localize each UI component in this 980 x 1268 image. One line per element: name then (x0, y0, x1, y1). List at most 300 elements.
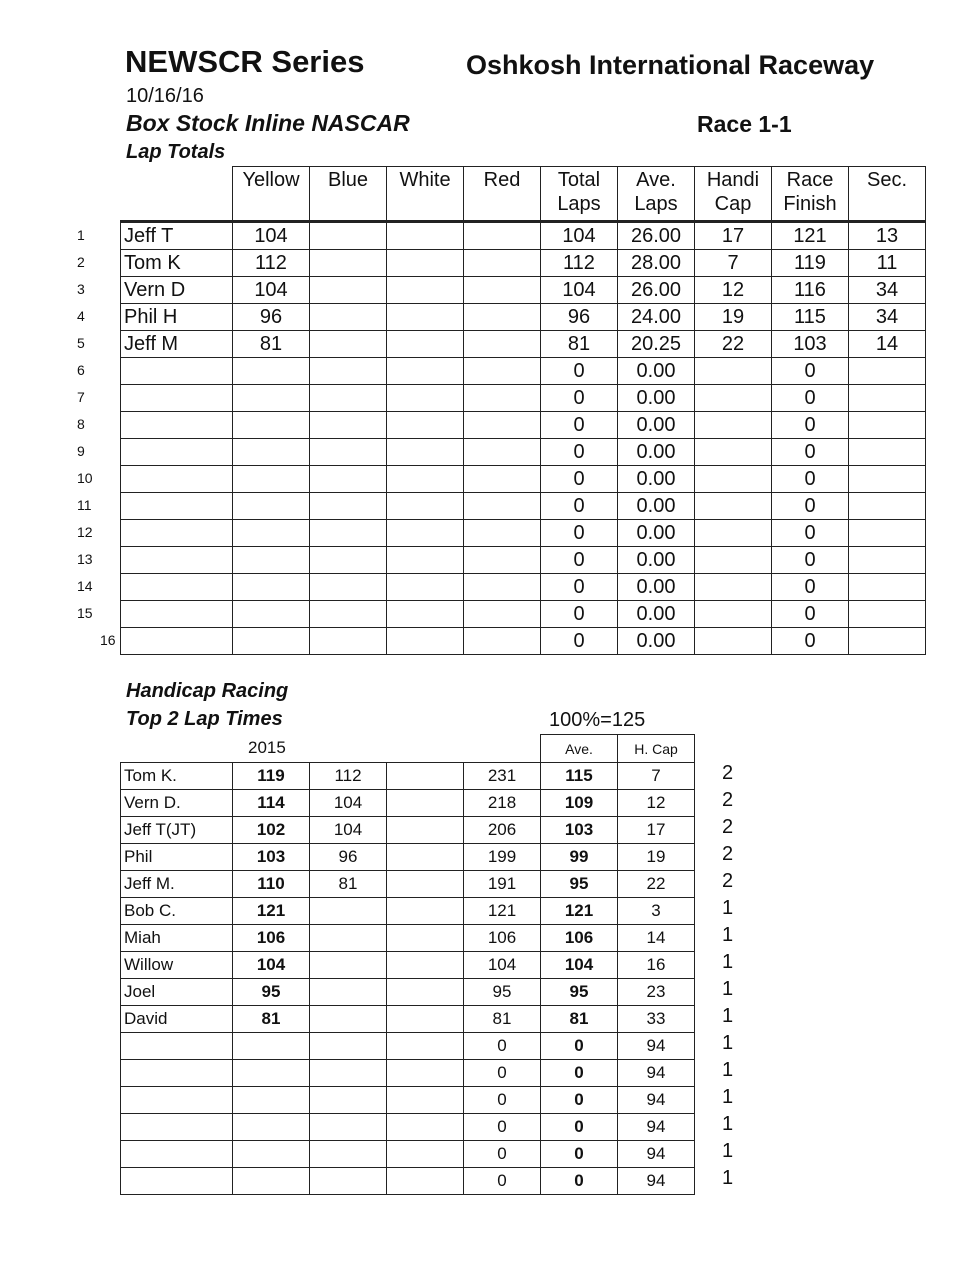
value-cell: 81 (541, 1006, 618, 1033)
value-cell (464, 277, 541, 304)
row-number: 3 (77, 281, 85, 297)
value-cell: 96 (310, 844, 387, 871)
value-cell: 0 (772, 520, 849, 547)
lap-count-value: 1 (722, 1113, 734, 1135)
table-row (121, 222, 926, 250)
column-header: White (387, 167, 464, 222)
table-row (121, 331, 926, 358)
value-cell: 7 (618, 763, 695, 790)
table-row (121, 520, 926, 547)
table-row (121, 925, 695, 952)
value-cell (387, 412, 464, 439)
value-cell: 121 (464, 898, 541, 925)
value-cell (849, 547, 926, 574)
value-cell: 218 (464, 790, 541, 817)
column-header: Red (464, 167, 541, 222)
value-cell: 231 (464, 763, 541, 790)
value-cell: 99 (541, 844, 618, 871)
racer-name-cell: Vern D. (121, 790, 233, 817)
table-row (121, 844, 695, 871)
column-header: Ave. (541, 735, 618, 763)
row-number: 10 (77, 470, 93, 486)
racer-name-cell: Phil (121, 844, 233, 871)
value-cell: 115 (541, 763, 618, 790)
value-cell (310, 1087, 387, 1114)
value-cell: 0 (772, 493, 849, 520)
value-cell (233, 439, 310, 466)
value-cell: 0 (464, 1087, 541, 1114)
header-blank-cell (121, 167, 233, 222)
value-cell (849, 412, 926, 439)
value-cell: 103 (233, 844, 310, 871)
column-header: H. Cap (618, 735, 695, 763)
value-cell: 81 (464, 1006, 541, 1033)
value-cell: 94 (618, 1141, 695, 1168)
value-cell: 81 (541, 331, 618, 358)
value-cell: 95 (541, 871, 618, 898)
value-cell: 104 (233, 952, 310, 979)
value-cell: 0 (541, 601, 618, 628)
value-cell: 102 (233, 817, 310, 844)
value-cell (233, 358, 310, 385)
table-row (121, 601, 926, 628)
value-cell: 81 (310, 871, 387, 898)
handicap-year: 2015 (248, 738, 286, 757)
column-header: Race Finish (772, 167, 849, 222)
value-cell: 11 (849, 250, 926, 277)
table-row (121, 412, 926, 439)
table-row (121, 250, 926, 277)
table-row (121, 304, 926, 331)
value-cell: 0 (541, 520, 618, 547)
value-cell (233, 547, 310, 574)
value-cell (464, 250, 541, 277)
value-cell (310, 493, 387, 520)
value-cell: 94 (618, 1114, 695, 1141)
header-blank-cell (387, 735, 464, 763)
value-cell (310, 1114, 387, 1141)
row-number: 8 (77, 416, 85, 432)
value-cell: 19 (618, 844, 695, 871)
value-cell (387, 493, 464, 520)
value-cell: 81 (233, 1006, 310, 1033)
value-cell (233, 466, 310, 493)
table-row (121, 466, 926, 493)
value-cell (310, 331, 387, 358)
value-cell (310, 358, 387, 385)
value-cell: 14 (849, 331, 926, 358)
value-cell: 20.25 (618, 331, 695, 358)
value-cell: 110 (233, 871, 310, 898)
value-cell (233, 1168, 310, 1195)
value-cell (387, 222, 464, 250)
row-number: 2 (77, 254, 85, 270)
value-cell (233, 1087, 310, 1114)
racer-name-cell: Jeff M (121, 331, 233, 358)
value-cell: 28.00 (618, 250, 695, 277)
table-row (121, 1060, 695, 1087)
value-cell: 104 (464, 952, 541, 979)
table-row (121, 1087, 695, 1114)
value-cell: 0 (541, 358, 618, 385)
value-cell: 16 (618, 952, 695, 979)
value-cell: 0 (772, 601, 849, 628)
value-cell (849, 601, 926, 628)
value-cell: 106 (464, 925, 541, 952)
value-cell (387, 1087, 464, 1114)
racer-name-cell: Tom K (121, 250, 233, 277)
value-cell: 0 (772, 385, 849, 412)
value-cell (310, 385, 387, 412)
lap-count-value: 1 (722, 1059, 734, 1081)
row-number: 5 (77, 335, 85, 351)
value-cell (310, 925, 387, 952)
value-cell: 0 (772, 412, 849, 439)
table-row (121, 385, 926, 412)
value-cell: 22 (695, 331, 772, 358)
column-header: Handi Cap (695, 167, 772, 222)
value-cell: 0.00 (618, 628, 695, 655)
value-cell (849, 628, 926, 655)
value-cell (695, 493, 772, 520)
value-cell (310, 520, 387, 547)
value-cell: 96 (233, 304, 310, 331)
value-cell: 13 (849, 222, 926, 250)
table-row (121, 763, 695, 790)
racer-name-cell: Joel (121, 979, 233, 1006)
value-cell (695, 412, 772, 439)
racer-name-cell (121, 1141, 233, 1168)
series-title: NEWSCR Series (125, 44, 365, 79)
value-cell: 119 (233, 763, 310, 790)
value-cell (849, 574, 926, 601)
value-cell (310, 1060, 387, 1087)
value-cell: 0 (541, 1114, 618, 1141)
value-cell (464, 574, 541, 601)
racer-name-cell (121, 1114, 233, 1141)
lap-count-value: 1 (722, 951, 734, 973)
value-cell: 0 (541, 628, 618, 655)
value-cell: 26.00 (618, 222, 695, 250)
value-cell: 0 (541, 493, 618, 520)
value-cell: 0.00 (618, 520, 695, 547)
racer-name-cell: Jeff T (121, 222, 233, 250)
lap-count-value: 1 (722, 1086, 734, 1108)
value-cell (310, 547, 387, 574)
value-cell (387, 250, 464, 277)
value-cell: 0 (541, 1168, 618, 1195)
lap-count-value: 1 (722, 1140, 734, 1162)
racer-name-cell: David (121, 1006, 233, 1033)
value-cell: 0.00 (618, 601, 695, 628)
value-cell: 0.00 (618, 385, 695, 412)
lap-count-value: 1 (722, 1032, 734, 1054)
value-cell (387, 439, 464, 466)
racer-name-cell (121, 628, 233, 655)
value-cell (695, 574, 772, 601)
lap-count-value: 2 (722, 816, 734, 838)
value-cell (695, 385, 772, 412)
value-cell: 95 (464, 979, 541, 1006)
row-number: 1 (77, 227, 85, 243)
value-cell (233, 1114, 310, 1141)
value-cell: 199 (464, 844, 541, 871)
value-cell (233, 574, 310, 601)
header-blank-cell (121, 735, 233, 763)
handicap-heading: Handicap Racing (126, 680, 289, 702)
value-cell: 95 (541, 979, 618, 1006)
value-cell: 26.00 (618, 277, 695, 304)
racer-name-cell (121, 1087, 233, 1114)
table-row (121, 439, 926, 466)
table-row (121, 898, 695, 925)
value-cell (849, 439, 926, 466)
lap-count-value: 1 (722, 897, 734, 919)
value-cell (310, 466, 387, 493)
lap-count-value: 1 (722, 978, 734, 1000)
value-cell (310, 1033, 387, 1060)
value-cell: 34 (849, 277, 926, 304)
value-cell: 0 (541, 1087, 618, 1114)
value-cell: 96 (541, 304, 618, 331)
value-cell: 94 (618, 1087, 695, 1114)
row-number: 9 (77, 443, 85, 459)
value-cell (310, 574, 387, 601)
racer-name-cell: Vern D (121, 277, 233, 304)
value-cell: 0.00 (618, 412, 695, 439)
value-cell: 0 (772, 466, 849, 493)
column-header: Yellow (233, 167, 310, 222)
value-cell (464, 304, 541, 331)
value-cell: 0.00 (618, 547, 695, 574)
table-row (121, 493, 926, 520)
value-cell: 104 (310, 817, 387, 844)
value-cell: 103 (772, 331, 849, 358)
racer-name-cell (121, 547, 233, 574)
lap-count-value: 1 (722, 924, 734, 946)
value-cell: 0.00 (618, 439, 695, 466)
row-number: 6 (77, 362, 85, 378)
value-cell (233, 385, 310, 412)
row-number: 4 (77, 308, 85, 324)
value-cell: 103 (541, 817, 618, 844)
row-number: 16 (100, 632, 116, 648)
row-number: 15 (77, 605, 93, 621)
table-row (121, 358, 926, 385)
value-cell (695, 466, 772, 493)
value-cell (387, 520, 464, 547)
value-cell: 34 (849, 304, 926, 331)
row-number: 14 (77, 578, 93, 594)
value-cell: 19 (695, 304, 772, 331)
value-cell (464, 628, 541, 655)
value-cell: 104 (541, 277, 618, 304)
value-cell: 0 (772, 628, 849, 655)
racer-name-cell: Willow (121, 952, 233, 979)
table-row (121, 871, 695, 898)
value-cell (387, 952, 464, 979)
value-cell (310, 952, 387, 979)
value-cell (695, 439, 772, 466)
racer-name-cell: Phil H (121, 304, 233, 331)
lap-count-value: 1 (722, 1167, 734, 1189)
table-row (121, 574, 926, 601)
racer-name-cell (121, 385, 233, 412)
value-cell (310, 979, 387, 1006)
value-cell: 0 (464, 1168, 541, 1195)
value-cell: 95 (233, 979, 310, 1006)
value-cell (387, 1060, 464, 1087)
value-cell: 115 (772, 304, 849, 331)
value-cell: 0 (541, 412, 618, 439)
racer-name-cell: Miah (121, 925, 233, 952)
value-cell: 12 (695, 277, 772, 304)
value-cell: 106 (541, 925, 618, 952)
value-cell: 24.00 (618, 304, 695, 331)
value-cell: 121 (233, 898, 310, 925)
value-cell (387, 574, 464, 601)
racer-name-cell (121, 493, 233, 520)
value-cell: 112 (233, 250, 310, 277)
value-cell (387, 1114, 464, 1141)
value-cell: 104 (541, 222, 618, 250)
value-cell (387, 277, 464, 304)
column-header: Total Laps (541, 167, 618, 222)
value-cell: 22 (618, 871, 695, 898)
value-cell: 0 (772, 358, 849, 385)
value-cell (310, 439, 387, 466)
value-cell: 206 (464, 817, 541, 844)
value-cell: 114 (233, 790, 310, 817)
value-cell (310, 1141, 387, 1168)
value-cell: 0 (772, 547, 849, 574)
value-cell: 0 (464, 1114, 541, 1141)
value-cell (233, 1141, 310, 1168)
table-row (121, 952, 695, 979)
racer-name-cell: Jeff M. (121, 871, 233, 898)
value-cell (849, 466, 926, 493)
value-cell: 23 (618, 979, 695, 1006)
value-cell: 0.00 (618, 574, 695, 601)
row-number: 7 (77, 389, 85, 405)
race-class: Box Stock Inline NASCAR (126, 110, 410, 136)
value-cell (387, 547, 464, 574)
value-cell: 104 (310, 790, 387, 817)
table-row (121, 790, 695, 817)
lap-totals-heading: Lap Totals (126, 141, 226, 163)
row-number: 13 (77, 551, 93, 567)
table-row (121, 1168, 695, 1195)
value-cell: 0 (541, 439, 618, 466)
lap-count-value: 2 (722, 843, 734, 865)
value-cell (387, 844, 464, 871)
racer-name-cell (121, 601, 233, 628)
value-cell (387, 304, 464, 331)
value-cell (849, 358, 926, 385)
value-cell (464, 412, 541, 439)
lap-count-value: 2 (722, 870, 734, 892)
racer-name-cell: Jeff T(JT) (121, 817, 233, 844)
handicap-table (120, 734, 695, 1195)
value-cell (310, 277, 387, 304)
row-number: 12 (77, 524, 93, 540)
value-cell (310, 898, 387, 925)
value-cell (387, 817, 464, 844)
value-cell: 0 (772, 574, 849, 601)
value-cell: 104 (233, 277, 310, 304)
value-cell (464, 493, 541, 520)
value-cell: 112 (310, 763, 387, 790)
value-cell: 0 (541, 1060, 618, 1087)
value-cell (387, 1033, 464, 1060)
column-header: Sec. (849, 167, 926, 222)
event-date: 10/16/16 (126, 85, 204, 107)
racer-name-cell (121, 574, 233, 601)
value-cell: 0 (541, 1033, 618, 1060)
racer-name-cell (121, 466, 233, 493)
header-blank-cell (310, 735, 387, 763)
value-cell (849, 385, 926, 412)
value-cell: 0 (541, 1141, 618, 1168)
column-header: Blue (310, 167, 387, 222)
value-cell (464, 547, 541, 574)
value-cell (387, 1006, 464, 1033)
value-cell: 94 (618, 1060, 695, 1087)
racer-name-cell (121, 1168, 233, 1195)
value-cell: 0 (464, 1033, 541, 1060)
racer-name-cell (121, 358, 233, 385)
value-cell (387, 1141, 464, 1168)
value-cell (695, 520, 772, 547)
value-cell (310, 601, 387, 628)
value-cell: 0 (772, 439, 849, 466)
table-row (121, 979, 695, 1006)
value-cell (464, 385, 541, 412)
value-cell: 12 (618, 790, 695, 817)
lap-count-value: 2 (722, 789, 734, 811)
value-cell (387, 331, 464, 358)
value-cell (233, 1060, 310, 1087)
value-cell: 7 (695, 250, 772, 277)
value-cell (464, 439, 541, 466)
value-cell (464, 222, 541, 250)
value-cell (464, 331, 541, 358)
value-cell (387, 628, 464, 655)
value-cell (233, 1033, 310, 1060)
value-cell: 17 (618, 817, 695, 844)
value-cell: 104 (233, 222, 310, 250)
value-cell (387, 466, 464, 493)
value-cell: 116 (772, 277, 849, 304)
value-cell: 33 (618, 1006, 695, 1033)
value-cell (464, 601, 541, 628)
handicap-scale-note: 100%=125 (549, 709, 646, 731)
lap-count-value: 2 (722, 762, 734, 784)
table-row (121, 1006, 695, 1033)
value-cell (387, 1168, 464, 1195)
value-cell (387, 385, 464, 412)
value-cell: 94 (618, 1033, 695, 1060)
value-cell (387, 358, 464, 385)
value-cell (387, 601, 464, 628)
value-cell: 94 (618, 1168, 695, 1195)
header-blank-cell (464, 735, 541, 763)
top-lap-times-heading: Top 2 Lap Times (126, 708, 283, 730)
table-row (121, 1114, 695, 1141)
value-cell: 3 (618, 898, 695, 925)
racer-name-cell: Tom K. (121, 763, 233, 790)
value-cell (310, 250, 387, 277)
